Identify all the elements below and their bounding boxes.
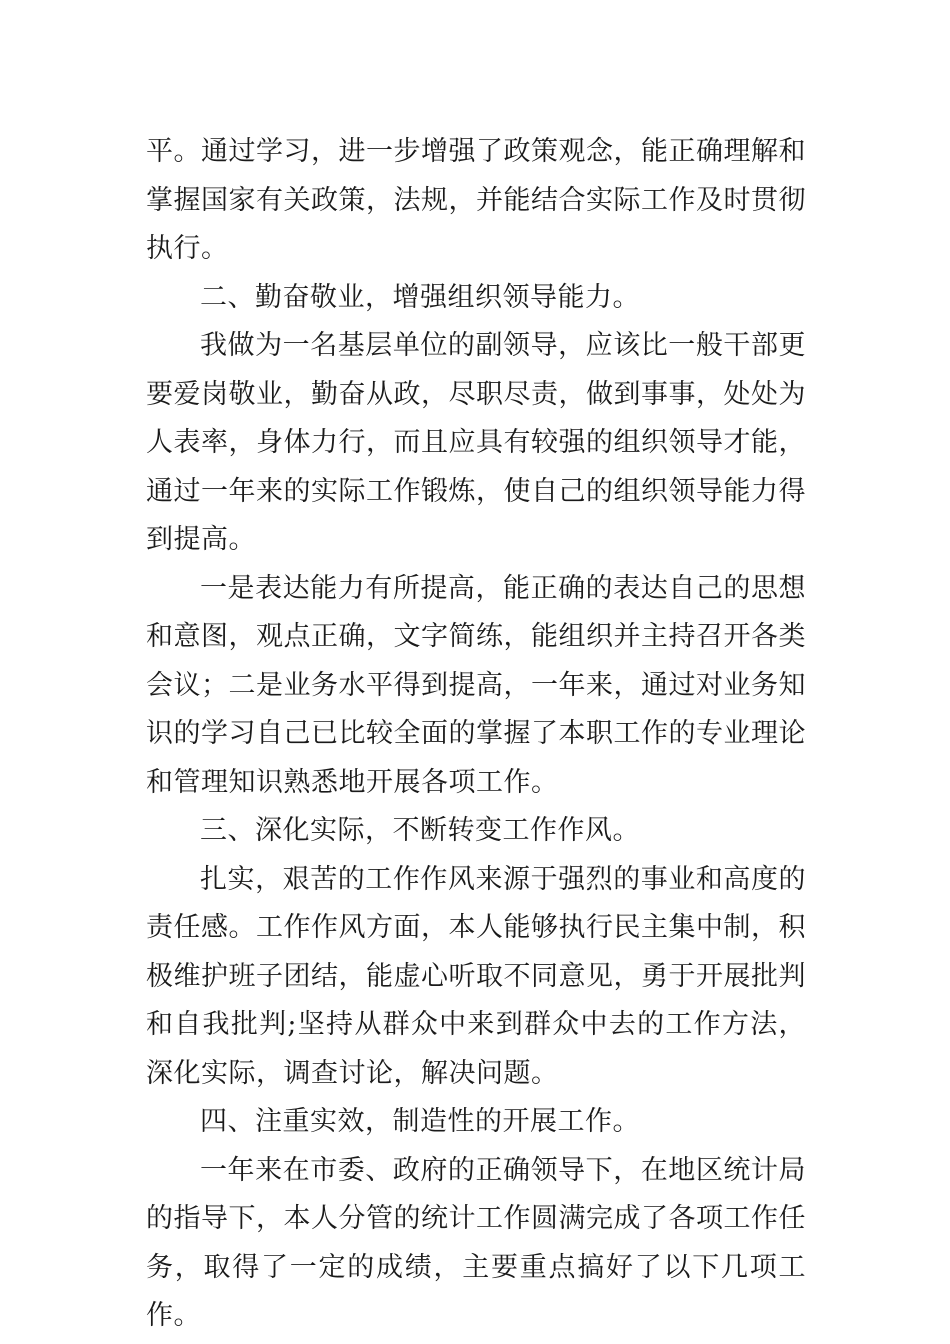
paragraph-work-style: 扎实，艰苦的工作作风来源于强烈的事业和高度的责任感。工作作风方面，本人能够执行民主集中制，积极维护班子团结，能虚心听取不同意见，勇于开展批判和自我批判;坚持从群众中来到群众中去的工作方法，深化实际，调查讨论，解决问题。	[146, 863, 806, 1089]
paragraph-continuation: 平。通过学习，进一步增强了政策观念，能正确理解和掌握国家有关政策，法规，并能结合实际工作及时贯彻执行。	[146, 136, 806, 264]
section-heading-4: 四、注重实效，制造性的开展工作。	[200, 1106, 640, 1137]
section-heading-2: 二、勤奋敬业，增强组织领导能力。	[200, 281, 640, 313]
section-heading-3: 三、深化实际，不断转变工作作风。	[200, 815, 640, 846]
document-body	[146, 128, 806, 1341]
paragraph-results: 一年来在市委、政府的正确领导下，在地区统计局的指导下，本人分管的统计工作圆满完成了各项工作任务，取得了一定的成绩，主要重点搞好了以下几项工作。	[146, 1154, 806, 1331]
paragraph-abilities: 一是表达能力有所提高，能正确的表达自己的思想和意图，观点正确，文字简练，能组织并主持召开各类会议；二是业务水平得到提高，一年来，通过对业务知识的学习自己已比较全面的掌握了本职工作的专业理论和管理知识熟悉地开展各项工作。	[146, 572, 806, 798]
paragraph-leadership: 我做为一名基层单位的副领导，应该比一般干部更要爱岗敬业，勤奋从政，尽职尽责，做到事事，处处为人表率，身体力行，而且应具有较强的组织领导才能，通过一年来的实际工作锻炼，使自己的组织领导能力得到提高。	[146, 330, 806, 555]
